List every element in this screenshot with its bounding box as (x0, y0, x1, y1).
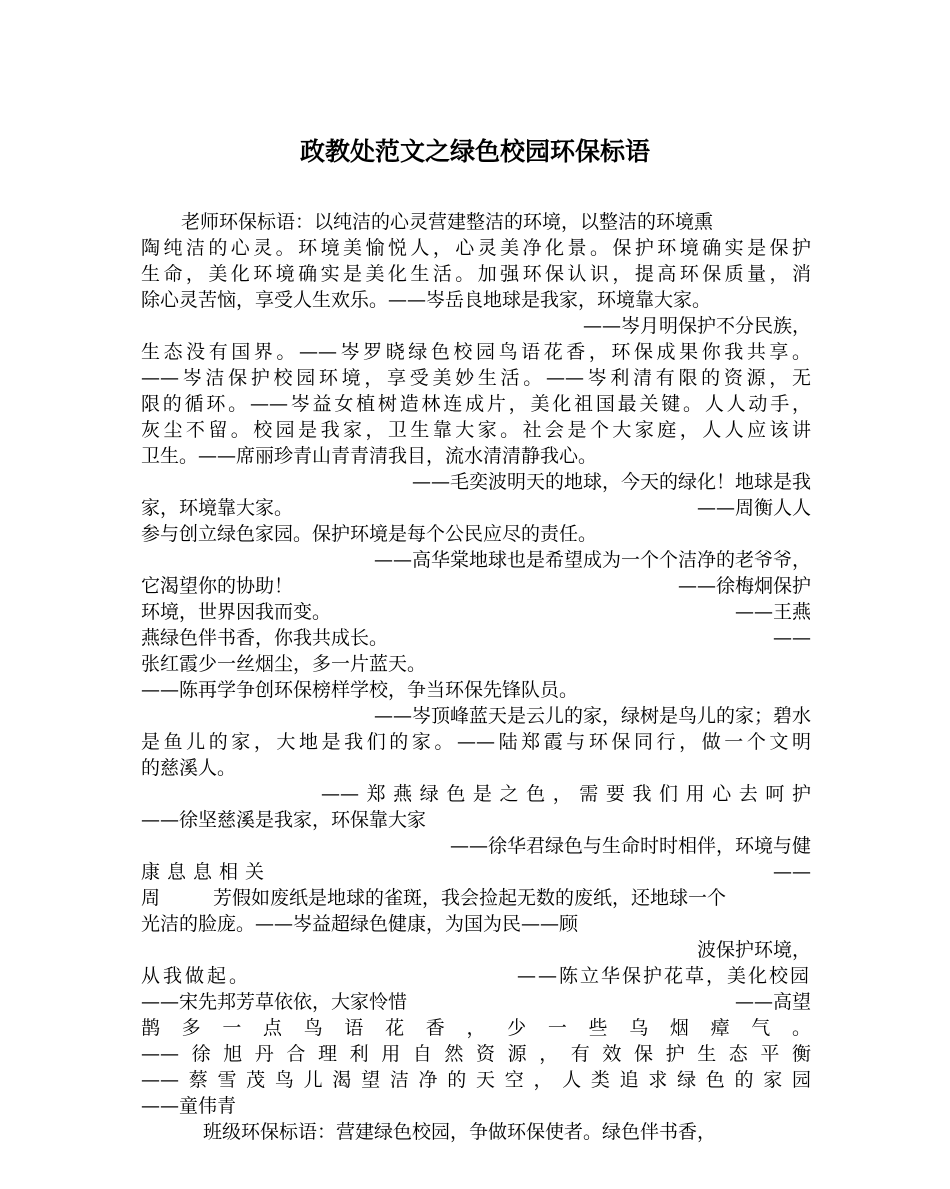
text-line: 卫生。——席丽珍青山青青清我目，流水清清静我心。 (141, 445, 598, 467)
text-line: 陶纯洁的心灵。环境美愉悦人，心灵美净化景。保护环境确实是保护 (141, 237, 811, 259)
text-line: 灰尘不留。校园是我家，卫生靠大家。社会是个大家庭，人人应该讲 (141, 419, 811, 441)
text-line: ——陈再学争创环保榜样学校，争当环保先锋队员。 (141, 679, 579, 701)
text-segment: 燕绿色伴书香，你我共成长。 (141, 627, 389, 649)
text-segment: 家，环境靠大家。 (141, 497, 294, 519)
text-segment: —— (773, 861, 811, 883)
text-line: 除心灵苦恼，享受人生欢乐。——岑岳良地球是我家，环境靠大家。 (141, 289, 712, 311)
text-line: 生命，美化环境确实是美化生活。加强环保认识，提高环保质量，消 (141, 263, 811, 285)
text-line: 参与创立绿色家园。保护环境是每个公民应尽的责任。 (141, 523, 598, 545)
text-line: ——蔡雪茂鸟儿渴望洁净的天空，人类追求绿色的家园 (141, 1069, 811, 1091)
text-line-row (141, 885, 811, 911)
text-line: ——郑燕绿色是之色，需要我们用心去呵护 (321, 783, 811, 805)
text-line: ——岑洁保护校园环境，享受美妙生活。——岑利清有限的资源，无 (141, 367, 811, 389)
text-line: 张红霞少一丝烟尘，多一片蓝天。 (141, 653, 427, 675)
text-segment: ——周衡人人 (696, 497, 811, 519)
text-line: ——毛奕波明天的地球，今天的绿化！地球是我 (411, 471, 811, 493)
text-line: ——徐旭丹合理利用自然资源，有效保护生态平衡 (141, 1043, 811, 1065)
document-title: 政教处范文之绿色校园环保标语 (299, 137, 650, 166)
text-line: ——徐坚慈溪是我家，环保靠大家 (141, 809, 427, 831)
text-line: 鹊多一点鸟语花香，少一些乌烟瘴气。 (141, 1017, 811, 1039)
text-segment: 环境，世界因我而变。 (141, 601, 332, 623)
text-segment: ——王燕 (734, 601, 811, 623)
text-segment: 它渴望你的协助！ (141, 575, 294, 597)
text-line: ——岑月明保护不分民族， (582, 315, 811, 337)
text-segment: ——高望 (734, 991, 811, 1013)
document-body (141, 209, 811, 1145)
text-line-row (141, 599, 811, 625)
text-segment: 周 (141, 887, 161, 909)
text-line: ——岑顶峰蓝天是云儿的家，绿树是鸟儿的家；碧水 (373, 705, 811, 727)
text-line-row (141, 495, 811, 521)
text-line: ——高华棠地球也是希望成为一个个洁净的老爷爷， (373, 549, 811, 571)
text-segment: ——陈立华保护花草，美化校园 (516, 965, 811, 987)
text-line: 的慈溪人。 (141, 757, 237, 779)
text-line: 生态没有国界。——岑罗晓绿色校园鸟语花香，环保成果你我共享。 (141, 341, 811, 363)
text-line: 光洁的脸庞。——岑益超绿色健康，为国为民——顾 (141, 913, 579, 935)
text-segment: ——徐梅炯保护 (677, 575, 811, 597)
text-segment: 波保护环境， (696, 939, 811, 961)
text-segment: —— (773, 627, 811, 649)
text-segment: 芳假如废纸是地球的雀斑，我会捡起无数的废纸，还地球一个 (213, 887, 727, 909)
text-segment: ——宋先邦芳草依依，大家怜惜 (141, 991, 408, 1013)
text-line-row (141, 937, 811, 963)
text-line-row (141, 625, 811, 651)
text-segment: 康息息相关 (141, 861, 272, 883)
text-segment: 从我做起。 (141, 965, 252, 987)
text-line-row (141, 573, 811, 599)
text-line: 限的循环。——岑益女植树造林连成片，美化祖国最关键。人人动手， (141, 393, 811, 415)
text-line: ——徐华君绿色与生命时时相伴，环境与健 (449, 835, 811, 857)
text-line: 班级环保标语：营建绿色校园，争做环保使者。绿色伴书香， (203, 1121, 717, 1143)
text-line: 老师环保标语：以纯洁的心灵营建整洁的环境，以整洁的环境熏 (181, 211, 714, 233)
text-line-row (141, 859, 811, 885)
text-line-row (141, 963, 811, 989)
text-line: ——童伟青 (141, 1095, 237, 1117)
text-line: 是鱼儿的家，大地是我们的家。——陆郑霞与环保同行，做一个文明 (141, 731, 811, 753)
text-line-row (141, 989, 811, 1015)
